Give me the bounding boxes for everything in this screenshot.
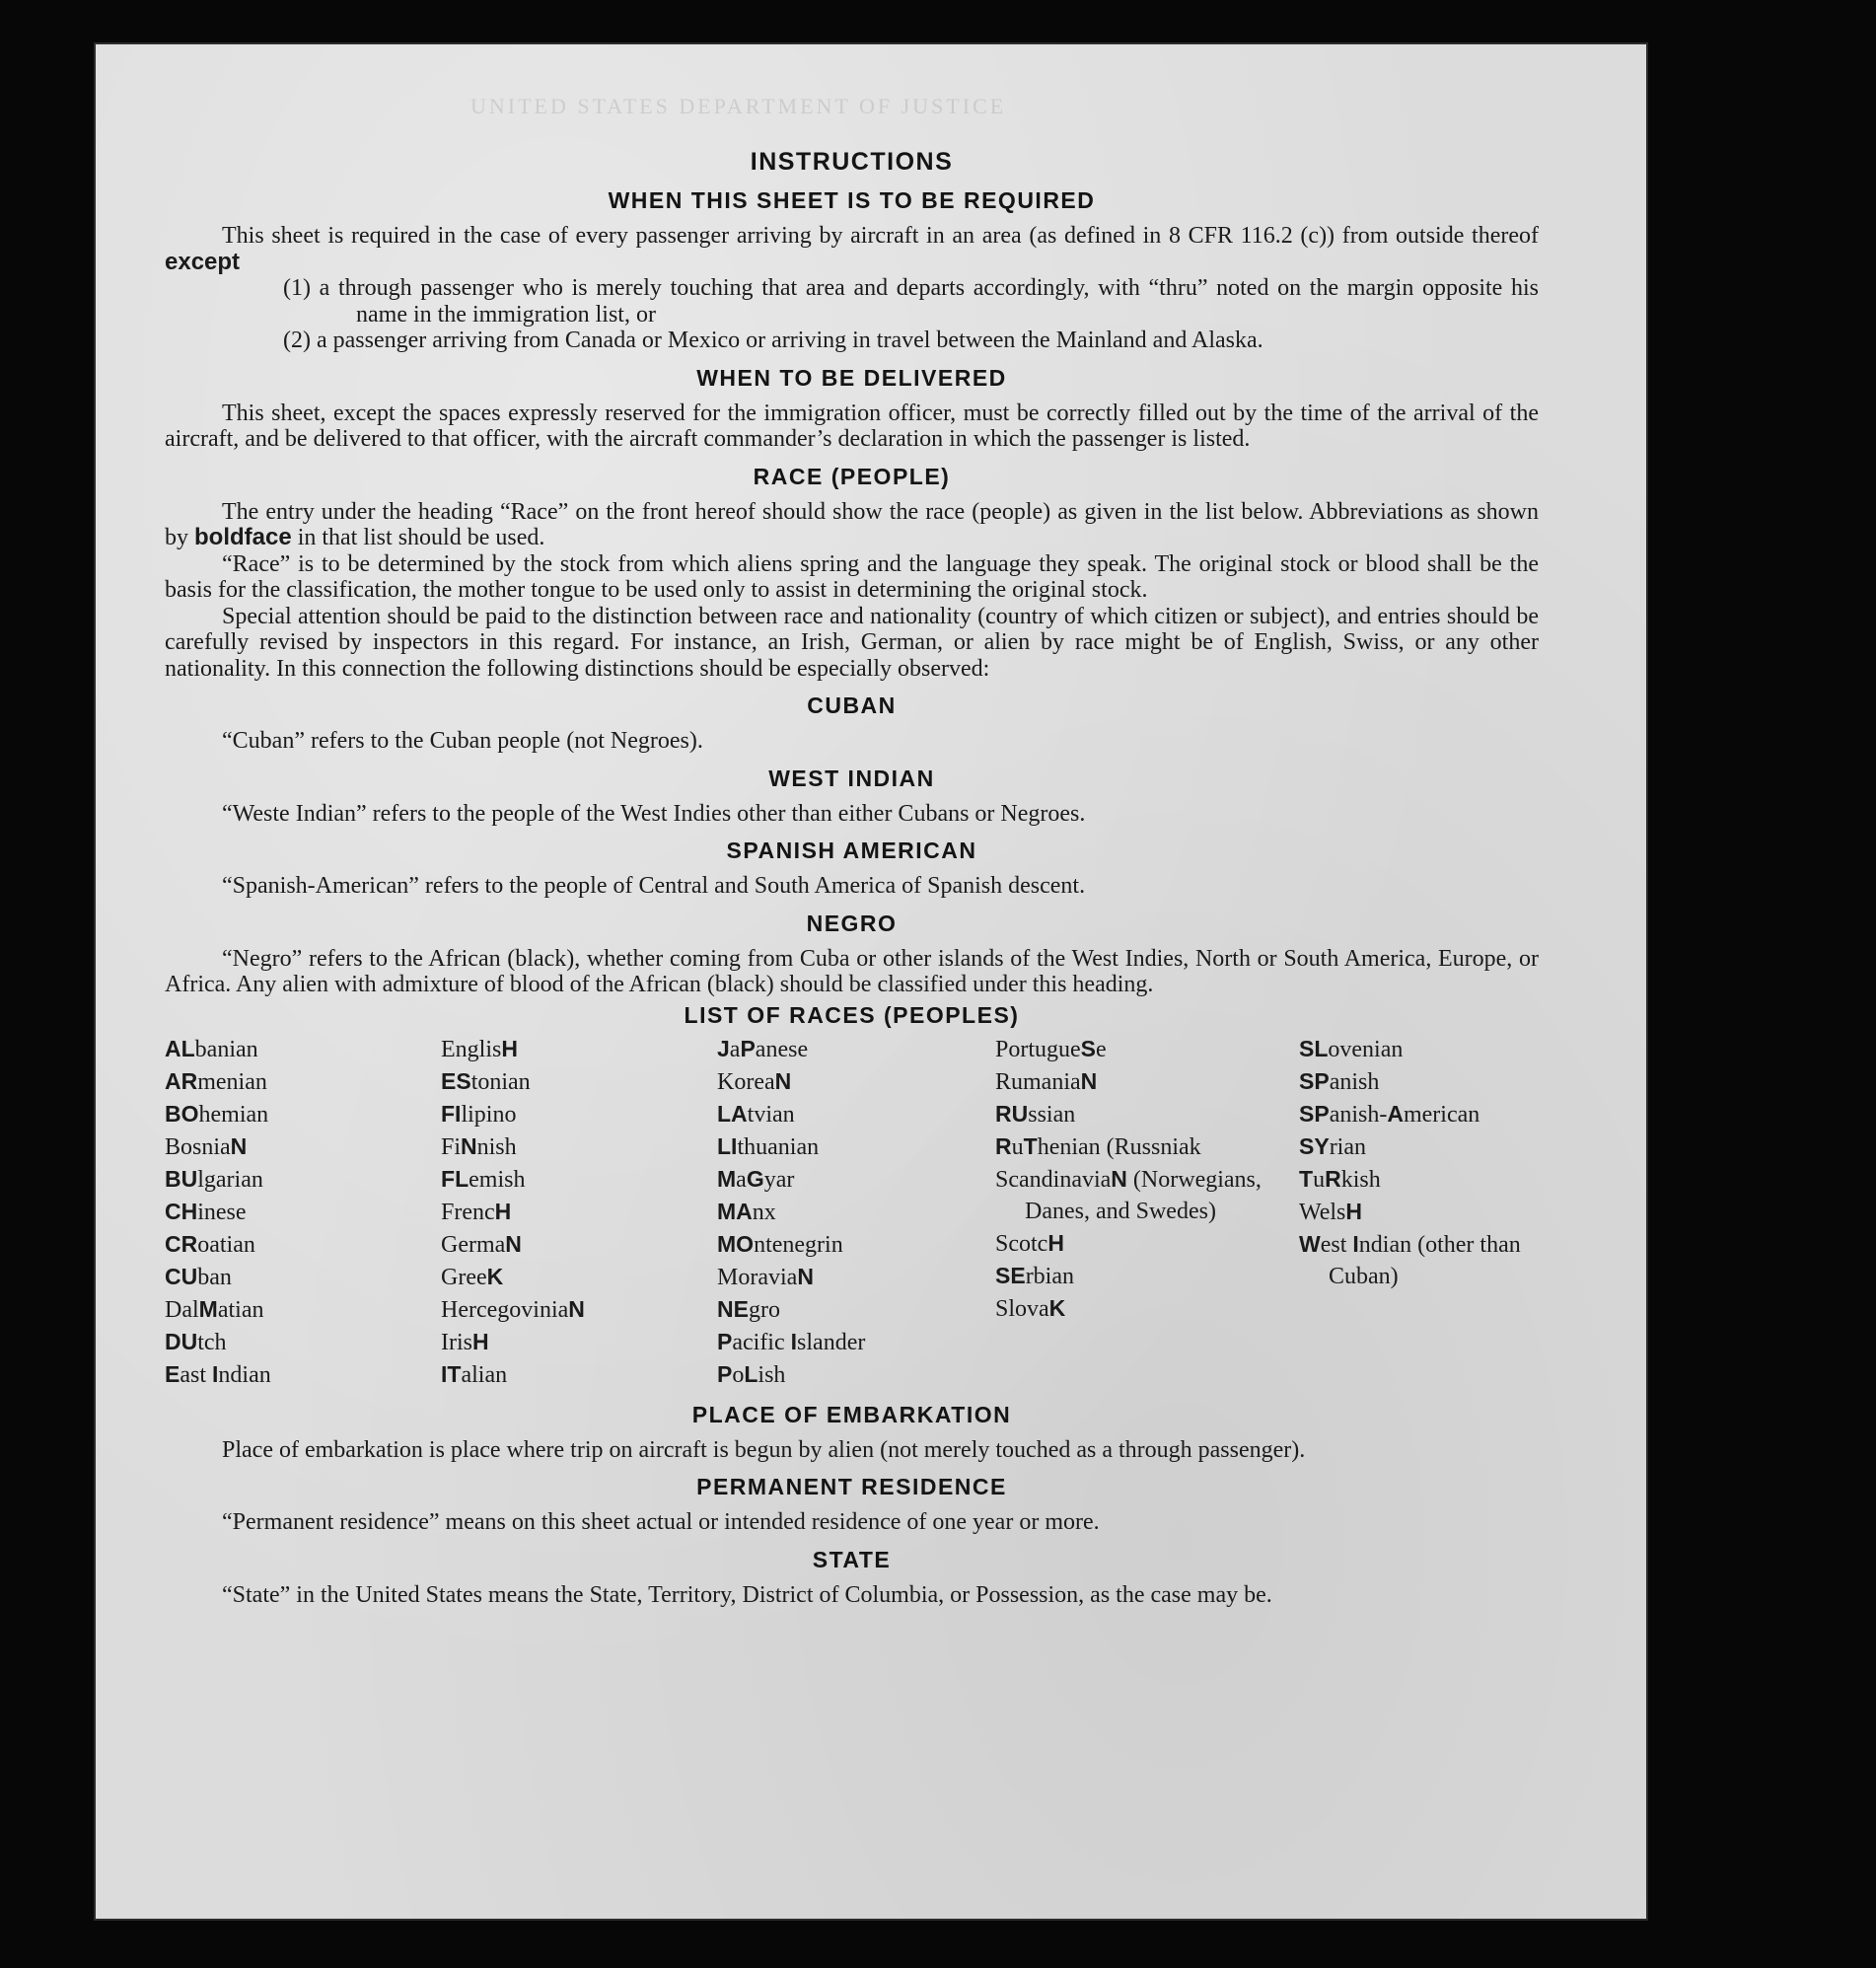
race-abbrev: L — [455, 1165, 469, 1192]
race-name-part: Englis — [441, 1036, 502, 1062]
heading-cuban: CUBAN — [807, 692, 897, 718]
race-entry — [1299, 1033, 1539, 1065]
race-abbrev: N — [1111, 1165, 1127, 1192]
race-name-part: Slova — [995, 1295, 1049, 1322]
race-abbrev: N — [1080, 1067, 1098, 1094]
race-abbrev: P — [717, 1328, 733, 1354]
race-abbrev: BU — [165, 1165, 198, 1192]
race-name-part: ndian (other than Cuban) — [1329, 1231, 1521, 1289]
race-abbrev: N — [568, 1295, 585, 1322]
race-entry — [995, 1292, 1299, 1325]
race-entry — [717, 1196, 995, 1228]
race-entry — [717, 1293, 995, 1326]
races-column — [717, 1033, 995, 1391]
race-abbrev: AR — [165, 1067, 198, 1094]
race-abbrev: J — [717, 1035, 730, 1061]
race-entry — [165, 1130, 441, 1163]
race-abbrev: R — [995, 1132, 1012, 1159]
race-entry — [1299, 1130, 1539, 1163]
race-abbrev: SY — [1299, 1132, 1330, 1159]
race-entry — [441, 1130, 717, 1163]
race-name-part: a — [736, 1166, 747, 1193]
races-table — [165, 1033, 1539, 1391]
race-name-part: anese — [755, 1036, 809, 1062]
race-name-part: Moravia — [717, 1264, 798, 1290]
heading-when-delivered: WHEN TO BE DELIVERED — [696, 364, 1007, 391]
cuban-text: “Cuban” refers to the Cuban people (not Negroes). — [222, 728, 703, 754]
race-entry — [165, 1261, 441, 1293]
race-abbrev: SP — [1299, 1067, 1330, 1094]
race-abbrev: P — [717, 1360, 733, 1387]
state-text: “State” in the United States means the State, Territory, District of Columbia, or Possession, as the case may be. — [222, 1581, 1272, 1608]
race-name-part: henian (Russniak — [1037, 1133, 1201, 1160]
heading-negro: NEGRO — [806, 910, 898, 936]
race-abbrev: NE — [717, 1295, 749, 1322]
race-name-part: ast — [180, 1361, 213, 1388]
race-entry — [165, 1033, 441, 1065]
race-entry — [165, 1358, 441, 1391]
race-name-part: Gree — [441, 1264, 487, 1290]
race-name-part: lgarian — [197, 1166, 263, 1193]
race-entry — [441, 1326, 717, 1358]
race-abbrev: R — [1325, 1165, 1341, 1192]
race-abbrev: L — [744, 1360, 758, 1387]
race-entry — [717, 1033, 995, 1065]
races-column — [165, 1033, 441, 1391]
race-entry — [441, 1098, 717, 1130]
races-column — [995, 1033, 1299, 1391]
race-name-part: tonian — [470, 1068, 531, 1095]
negro-text: “Negro” refers to the African (black), whether coming from Cuba or other islands of the West Indies, North or South America, Europe, or Africa. Any alien with admixture of blood of the African (black) should be classified under this heading. — [165, 945, 1539, 997]
race-abbrev: I — [790, 1328, 798, 1354]
race-entry — [1299, 1163, 1539, 1196]
heading-spanish-american: SPANISH AMERICAN — [726, 838, 977, 863]
west-indian-text: “Weste Indian” refers to the people of the West Indies other than either Cubans or Negroes. — [222, 800, 1086, 827]
race-entry — [441, 1196, 717, 1228]
race-abbrev: H — [1345, 1198, 1363, 1224]
race-abbrev: M — [198, 1295, 218, 1322]
race-paragraph-2: “Race” is to be determined by the stock from which aliens spring and the language they speak. The original stock or blood shall be the basis for the classification, the mother tongue to be used only to assist in determining the original stock. — [165, 550, 1539, 603]
race-abbrev: CH — [165, 1198, 198, 1224]
race-abbrev: N — [505, 1230, 522, 1257]
race-entry — [995, 1098, 1299, 1130]
race-entry — [441, 1033, 717, 1065]
race-name-part: anish — [1329, 1068, 1380, 1095]
race-name-part: a — [729, 1036, 741, 1062]
race-entry — [165, 1065, 441, 1098]
race-entry — [441, 1261, 717, 1293]
race-abbrev: CU — [165, 1263, 198, 1289]
race-abbrev: I — [212, 1360, 219, 1387]
race-name-part: kish — [1340, 1166, 1381, 1193]
race-name-part: ssian — [1028, 1101, 1076, 1128]
race-abbrev: ES — [441, 1067, 471, 1094]
race-entry — [1299, 1228, 1539, 1292]
race-abbrev: N — [230, 1132, 248, 1159]
race-entry — [717, 1326, 995, 1358]
race-entry — [995, 1227, 1299, 1260]
race-abbrev: A — [1387, 1100, 1404, 1127]
race-entry — [441, 1065, 717, 1098]
race-name-part: Germa — [441, 1231, 506, 1258]
race-name-part: Rumania — [995, 1068, 1081, 1095]
race-name-part: Wels — [1299, 1199, 1346, 1225]
race-abbrev: H — [1047, 1229, 1064, 1256]
race-name-part: merican — [1403, 1101, 1480, 1128]
race-entry — [165, 1293, 441, 1326]
races-column — [441, 1033, 717, 1391]
race-name-part: atian — [217, 1296, 264, 1323]
race-name-part: Fi — [441, 1133, 462, 1160]
race-name-part: oatian — [197, 1231, 255, 1258]
document-page — [96, 44, 1646, 1919]
race-abbrev: LI — [717, 1132, 738, 1159]
race-name-part: ovenian — [1328, 1036, 1404, 1062]
heading-west-indian: WEST INDIAN — [768, 765, 935, 791]
race-entry — [1299, 1196, 1539, 1228]
race-abbrev: I — [1352, 1230, 1359, 1257]
race-abbrev: MA — [717, 1198, 753, 1224]
exception-item: (1) a through passenger who is merely touching that area and departs accordingly, with “thru” noted on the margin opposite his name in the immigration list, or — [283, 275, 1539, 328]
race-name-part: e — [1096, 1036, 1107, 1062]
race-name-part: inese — [197, 1199, 247, 1225]
residence-text: “Permanent residence” means on this sheet actual or intended residence of one year or more. — [222, 1509, 1100, 1535]
race-abbrev: P — [740, 1035, 756, 1061]
race-entry — [1299, 1065, 1539, 1098]
heading-embarkation: PLACE OF EMBARKATION — [691, 1401, 1012, 1427]
race-entry — [717, 1065, 995, 1098]
race-name-part: Hercegovinia — [441, 1296, 569, 1323]
keyword-except: except — [165, 248, 241, 275]
required-intro: This sheet is required in the case of every passenger arriving by aircraft in an area (as defined in 8 CFR 116.2 (c)) from outside thereof except — [165, 223, 1539, 275]
race-abbrev: G — [746, 1165, 764, 1192]
race-abbrev: H — [501, 1035, 518, 1061]
race-name-part: u — [1011, 1133, 1024, 1160]
race-name-part: Iris — [441, 1329, 472, 1355]
race-entry — [717, 1098, 995, 1130]
race-abbrev: M — [717, 1165, 737, 1192]
race-abbrev: SP — [1299, 1100, 1330, 1127]
race-abbrev: T — [1299, 1165, 1314, 1192]
race-abbrev: SL — [1299, 1035, 1329, 1061]
race-entry — [165, 1163, 441, 1196]
race-name-part: Dal — [165, 1296, 199, 1323]
race-name-part: est — [1320, 1231, 1353, 1258]
race-entry — [995, 1065, 1299, 1098]
race-abbrev: K — [1048, 1294, 1066, 1321]
race-entry — [717, 1358, 995, 1391]
race-name-part: u — [1313, 1166, 1326, 1193]
race-name-part: o — [732, 1361, 745, 1388]
races-column — [1299, 1033, 1539, 1391]
race-entry — [995, 1163, 1299, 1227]
race-name-part: ban — [197, 1264, 232, 1290]
race-abbrev: MO — [717, 1230, 755, 1257]
faded-header-text: UNITED STATES DEPARTMENT OF JUSTICE — [470, 94, 1007, 118]
race-entry — [717, 1163, 995, 1196]
race-abbrev: RU — [995, 1100, 1029, 1127]
race-name-part: tvian — [747, 1101, 795, 1128]
race-paragraph-1: The entry under the heading “Race” on the front hereof should show the race (people) as given in the list below. Abbreviations as shown by boldface in that list should be used. — [165, 498, 1539, 550]
race-entry — [717, 1130, 995, 1163]
race-abbrev: T — [1023, 1132, 1038, 1159]
race-entry — [441, 1293, 717, 1326]
race-entry — [441, 1228, 717, 1261]
race-abbrev: E — [165, 1360, 180, 1387]
race-name-part: gro — [748, 1296, 780, 1323]
race-abbrev: F — [441, 1165, 456, 1192]
race-name-part: emish — [469, 1166, 526, 1193]
race-name-part: banian — [194, 1036, 258, 1062]
race-name-part: rbian — [1025, 1263, 1074, 1289]
race-abbrev: FI — [441, 1100, 462, 1127]
race-name-part: ndian — [218, 1361, 271, 1388]
race-entry — [165, 1196, 441, 1228]
race-name-part: Korea — [717, 1068, 775, 1095]
race-name-part: lipino — [461, 1101, 517, 1128]
race-name-part: Portugue — [995, 1036, 1081, 1062]
race-entry — [441, 1358, 717, 1391]
race-name-part: nx — [752, 1199, 776, 1225]
race-name-part: Bosnia — [165, 1133, 231, 1160]
race-name-part: thuanian — [737, 1133, 820, 1160]
race-name-part: anish- — [1329, 1101, 1388, 1128]
instructions-content — [165, 148, 1539, 1608]
heading-list-of-races: LIST OF RACES (PEOPLES) — [684, 1001, 1020, 1028]
race-name-part: Scandinavia — [995, 1166, 1112, 1193]
race-abbrev: N — [797, 1263, 814, 1289]
race-abbrev: BO — [165, 1100, 199, 1127]
race-name-part: ntenegrin — [754, 1231, 843, 1258]
race-name-part: ish — [758, 1361, 786, 1388]
race-name-part: yar — [763, 1166, 795, 1193]
heading-permanent-residence: PERMANENT RESIDENCE — [696, 1474, 1007, 1499]
race-name-part: (Norwegians, Danes, and Swedes) — [1025, 1166, 1262, 1224]
race-abbrev: LA — [717, 1100, 748, 1127]
race-abbrev: I — [441, 1360, 448, 1387]
race-abbrev: K — [486, 1263, 504, 1289]
race-name-part: Scotc — [995, 1230, 1048, 1257]
race-name-part: acific — [732, 1329, 791, 1355]
heading-race: RACE (PEOPLE) — [753, 463, 951, 489]
race-name-part: rian — [1329, 1133, 1366, 1160]
race-abbrev: H — [494, 1198, 512, 1224]
race-abbrev: W — [1299, 1230, 1321, 1257]
race-entry — [717, 1261, 995, 1293]
race-abbrev: N — [461, 1132, 477, 1159]
heading-when-required: WHEN THIS SHEET IS TO BE REQUIRED — [608, 187, 1096, 213]
delivered-text: This sheet, except the spaces expressly reserved for the immigration officer, must be correctly filled out by the time of the arrival of the aircraft, and be delivered to that officer, with the aircraft commander’s declaration in which the passenger is listed. — [165, 400, 1539, 452]
race-abbrev: H — [472, 1328, 489, 1354]
race-abbrev: DU — [165, 1328, 198, 1354]
heading-state: STATE — [812, 1546, 892, 1572]
race-entry — [717, 1228, 995, 1261]
race-entry — [165, 1228, 441, 1261]
exception-list — [165, 275, 1539, 354]
race-abbrev: T — [447, 1360, 462, 1387]
race-paragraph-3: Special attention should be paid to the distinction between race and nationality (country of which citizen or subject), and entries should be carefully revised by inspectors in this regard. For instance, an Irish, German, or alien by race might be of English, Swiss, or any other nationality. In this connection the following distinctions should be especially observed: — [165, 603, 1539, 682]
race-entry — [165, 1326, 441, 1358]
race-name-part: alian — [461, 1361, 508, 1388]
exception-item: (2) a passenger arriving from Canada or Mexico or arriving in travel between the Mainland and Alaska. — [283, 328, 1263, 353]
keyword-boldface: boldface — [194, 524, 292, 550]
race-abbrev: S — [1080, 1035, 1097, 1061]
race-name-part: hemian — [198, 1101, 269, 1128]
race-abbrev: CR — [165, 1230, 198, 1257]
race-name-part: tch — [197, 1329, 227, 1355]
race-entry — [995, 1260, 1299, 1292]
race-entry — [441, 1163, 717, 1196]
race-entry — [1299, 1098, 1539, 1130]
race-name-part: nish — [476, 1133, 517, 1160]
race-name-part: slander — [797, 1329, 866, 1355]
race-entry — [995, 1033, 1299, 1065]
spanish-american-text: “Spanish-American” refers to the people of Central and South America of Spanish descent. — [222, 873, 1086, 899]
race-abbrev: SE — [995, 1262, 1026, 1288]
page-title: INSTRUCTIONS — [750, 148, 954, 176]
race-name-part: Frenc — [441, 1199, 495, 1225]
race-name-part: menian — [197, 1068, 267, 1095]
embarkation-text: Place of embarkation is place where trip on aircraft is begun by alien (not merely touched as a through passenger). — [222, 1436, 1306, 1463]
race-entry — [165, 1098, 441, 1130]
race-entry — [995, 1130, 1299, 1163]
race-abbrev: N — [774, 1067, 792, 1094]
race-abbrev: AL — [165, 1035, 195, 1061]
